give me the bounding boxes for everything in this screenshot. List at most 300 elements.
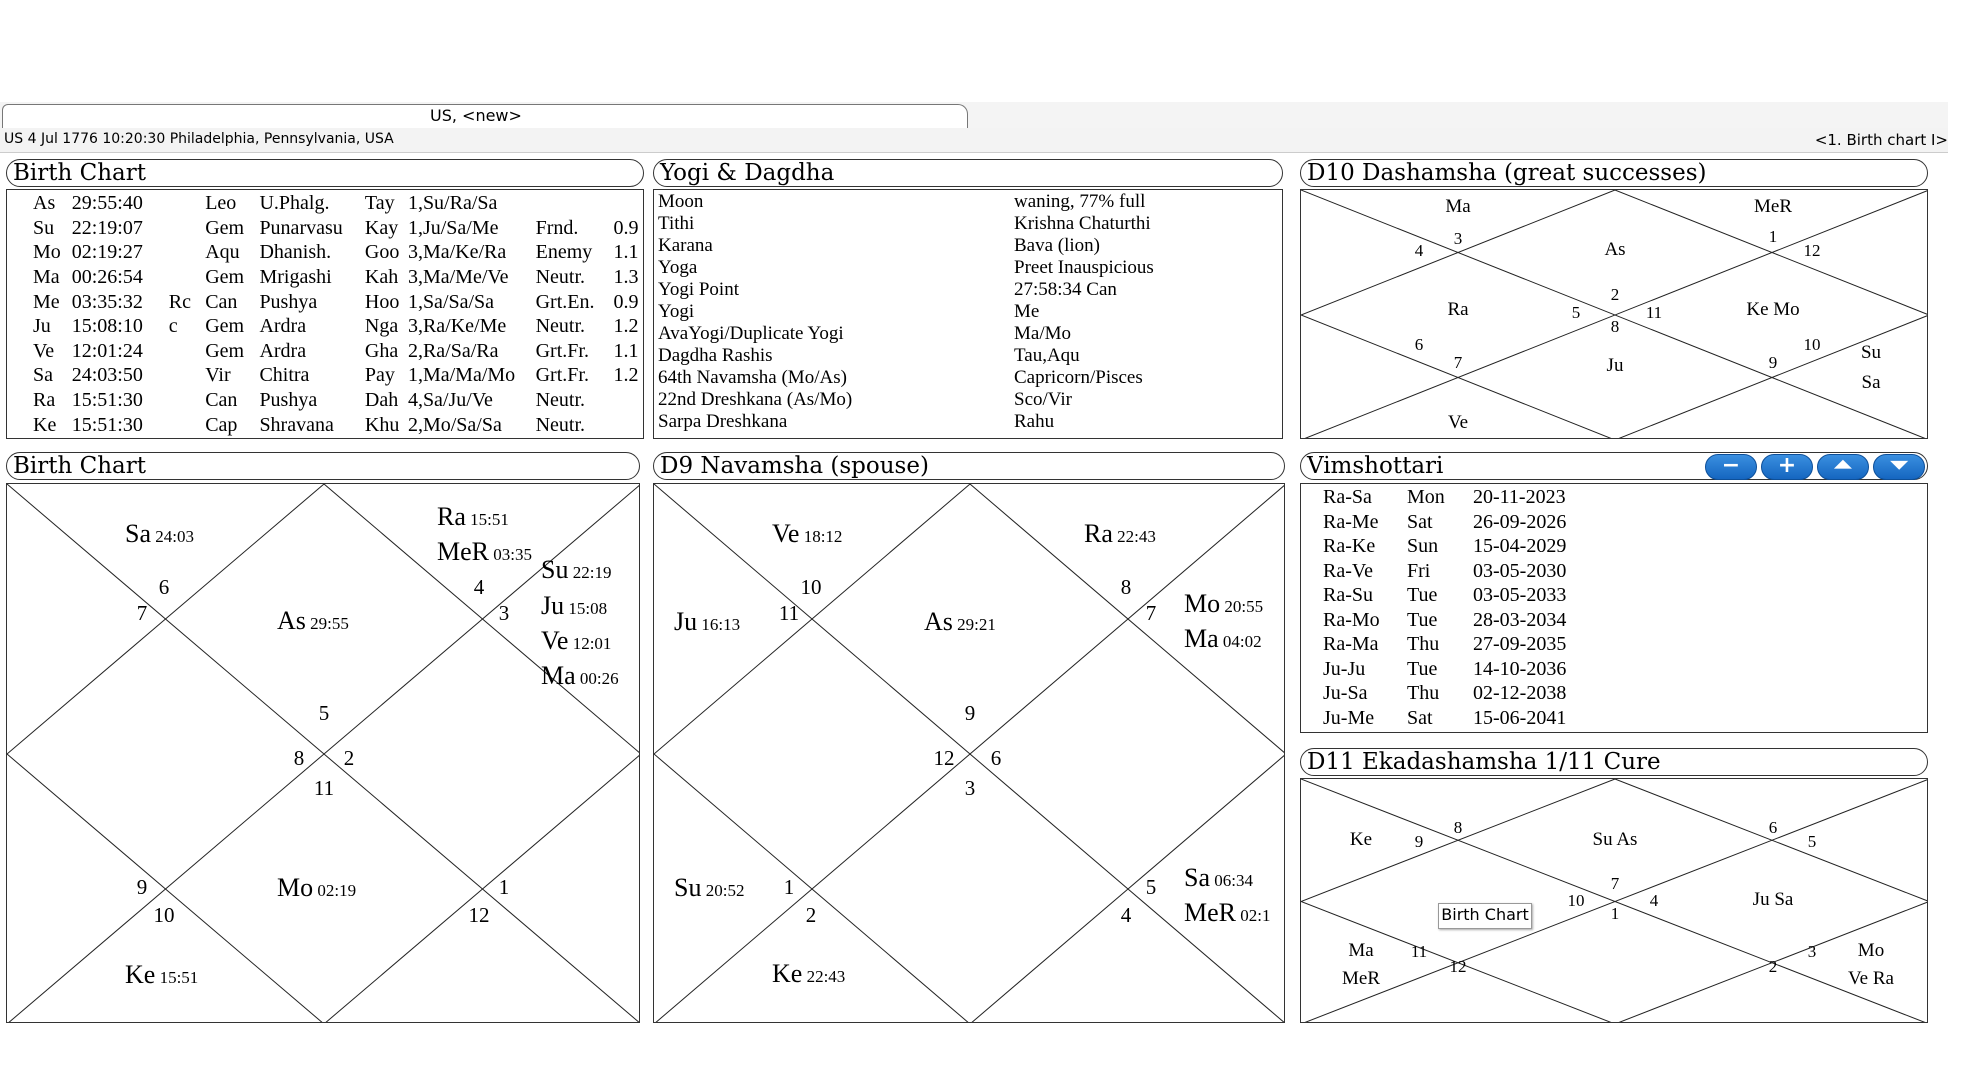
table-cell: 3,Ma/Me/Ve — [407, 266, 509, 289]
table-cell: 15:51:30 — [71, 389, 143, 412]
sign-number: 1 — [783, 875, 795, 899]
dasha-row[interactable] — [1323, 510, 1603, 535]
minus-button[interactable]: − — [1705, 454, 1757, 480]
table-cell: Can — [205, 290, 238, 313]
d11-title[interactable]: D11 Ekadashamsha 1/11 Cure — [1300, 748, 1928, 776]
table-cell: 1,Sa/Sa/Sa — [407, 290, 495, 313]
planet-degree: 03:35 — [489, 545, 532, 564]
table-cell: 0.9 — [613, 216, 639, 239]
dasha-cell: Tue — [1407, 608, 1438, 631]
planet-label[interactable] — [674, 873, 744, 902]
yogi-value: 27:58:34 Can — [1014, 279, 1117, 300]
d9-title[interactable]: D9 Navamsha (spouse) — [653, 452, 1285, 480]
dasha-cell: Ju-Me — [1323, 706, 1375, 729]
dasha-cell: Thu — [1407, 682, 1440, 705]
dasha-cell: Ra-Mo — [1323, 608, 1380, 631]
sign-number: 4 — [1120, 903, 1132, 927]
sign-number: 12 — [1449, 957, 1467, 976]
table-cell: 3,Ra/Ke/Me — [407, 315, 507, 338]
sign-number: 7 — [136, 601, 148, 625]
table-row[interactable] — [33, 339, 643, 364]
planet-label[interactable] — [541, 626, 611, 655]
planet-label[interactable] — [924, 607, 996, 636]
planet-label[interactable] — [437, 537, 532, 566]
sign-number: 5 — [1571, 303, 1581, 322]
sign-number: 8 — [1453, 818, 1463, 837]
dasha-cell: Mon — [1407, 486, 1445, 509]
planet-degree: 15:51 — [155, 968, 199, 987]
table-cell: Tay — [364, 192, 395, 215]
sign-number: 4 — [1649, 891, 1659, 910]
table-cell: Grt.Fr. — [535, 339, 589, 362]
planet-name: Ke — [125, 960, 156, 989]
table-row[interactable] — [33, 191, 643, 216]
dasha-cell: Ju-Ju — [1323, 657, 1366, 680]
birth-table-panel — [6, 189, 644, 439]
sign-number: 6 — [158, 575, 170, 599]
table-cell: Mo — [33, 241, 61, 264]
table-cell: Shravana — [259, 413, 334, 436]
planet-label[interactable] — [277, 606, 349, 635]
table-cell: Grt.En. — [535, 290, 595, 313]
table-cell: 1,Ju/Sa/Me — [407, 216, 499, 239]
planet-label[interactable] — [1184, 624, 1262, 653]
table-row[interactable] — [33, 412, 643, 437]
planet-label[interactable] — [541, 555, 611, 584]
planet-label[interactable] — [125, 960, 198, 989]
planet-degree: 29:55 — [305, 614, 349, 633]
dasha-cell: Thu — [1407, 633, 1440, 656]
planet-label[interactable] — [674, 607, 740, 636]
planet-degree: 22:19 — [568, 563, 612, 582]
table-cell: Ju — [33, 315, 51, 338]
table-row[interactable] — [33, 314, 643, 339]
yogi-label: Yogi Point — [658, 279, 739, 300]
planet-name: MeR — [437, 537, 489, 566]
planet-degree: 15:08 — [564, 599, 608, 618]
table-cell: 1.2 — [613, 364, 639, 387]
table-cell: Neutr. — [535, 389, 586, 412]
table-cell: Me — [33, 290, 60, 313]
yogi-value: Rahu — [1014, 411, 1055, 432]
table-cell: Neutr. — [535, 315, 586, 338]
sign-number: 6 — [1768, 818, 1778, 837]
dasha-row[interactable] — [1323, 706, 1603, 731]
planet-name: Sa — [125, 519, 151, 548]
table-cell: Grt.Fr. — [535, 364, 589, 387]
dasha-cell: 03-05-2033 — [1473, 584, 1567, 607]
sign-number: 7 — [1610, 874, 1620, 893]
dasha-row[interactable] — [1323, 583, 1603, 608]
dasha-row[interactable] — [1323, 681, 1603, 706]
yogi-value: Bava (lion) — [1014, 235, 1101, 256]
house-label: Ke — [1349, 829, 1373, 850]
yogi-label: AvaYogi/Duplicate Yogi — [658, 323, 844, 344]
planet-name: Ve — [541, 626, 569, 655]
planet-degree: 20:52 — [701, 881, 745, 900]
planet-name: Ma — [1184, 624, 1219, 653]
sign-number: 12 — [468, 903, 490, 927]
dasha-cell: Ju-Sa — [1323, 682, 1368, 705]
up-arrow-button[interactable]: ⏶ — [1817, 454, 1869, 480]
house-label: Ke Mo — [1746, 299, 1800, 320]
planet-label[interactable] — [1184, 863, 1253, 892]
sign-number: 7 — [1453, 353, 1463, 372]
table-cell: Gem — [205, 216, 245, 239]
table-cell: 1,Su/Ra/Sa — [407, 192, 498, 215]
house-label: MeR — [1342, 968, 1380, 989]
table-cell: 02:19:27 — [71, 241, 143, 264]
dasha-cell: Tue — [1407, 584, 1438, 607]
yogi-title[interactable]: Yogi & Dagdha — [653, 159, 1283, 187]
table-cell: 1.3 — [613, 266, 639, 289]
table-cell: Neutr. — [535, 266, 586, 289]
dasha-table — [1323, 485, 1603, 730]
sign-number: 10 — [1567, 891, 1585, 910]
planet-name: Ma — [541, 661, 576, 690]
plus-button[interactable]: + — [1761, 454, 1813, 480]
dasha-row[interactable] — [1323, 632, 1603, 657]
table-cell — [169, 412, 205, 437]
dasha-cell: Ra-Me — [1323, 510, 1379, 533]
dasha-cell: Ra-Ke — [1323, 535, 1376, 558]
planet-degree: 22:43 — [802, 967, 846, 986]
table-cell — [169, 240, 205, 265]
dasha-cell: 02-12-2038 — [1473, 682, 1567, 705]
sign-number: 11 — [1645, 303, 1663, 322]
dasha-row[interactable] — [1323, 657, 1603, 682]
planet-name: Su — [541, 555, 569, 584]
table-cell: Gem — [205, 315, 245, 338]
planet-label[interactable] — [1184, 589, 1263, 618]
dasha-row[interactable] — [1323, 534, 1603, 559]
table-cell: Vir — [205, 364, 231, 387]
planet-label[interactable] — [541, 661, 619, 690]
yogi-value: Tau,Aqu — [1014, 345, 1080, 366]
table-cell: 15:08:10 — [71, 315, 143, 338]
table-row[interactable] — [33, 240, 643, 265]
dasha-cell: Ra-Ve — [1323, 559, 1373, 582]
dasha-row[interactable] — [1323, 485, 1603, 510]
sign-number: 11 — [313, 776, 335, 800]
planet-label[interactable] — [772, 519, 842, 548]
d10-title[interactable]: D10 Dashamsha (great successes) — [1300, 159, 1928, 187]
table-cell: Nga — [364, 315, 399, 338]
yogi-value: waning, 77% full — [1014, 191, 1146, 212]
planet-degree: 02:1 — [1236, 906, 1271, 925]
sign-number: 10 — [1803, 335, 1821, 354]
planet-label[interactable] — [277, 873, 356, 902]
chart-info: US 4 Jul 1776 10:20:30 Philadelphia, Pennsylvania, USA — [4, 131, 394, 147]
table-cell: Aqu — [205, 241, 240, 264]
table-cell: 00:26:54 — [71, 266, 143, 289]
table-cell: 03:35:32 — [71, 290, 143, 313]
planet-label[interactable] — [1084, 519, 1156, 548]
table-cell: Punarvasu — [259, 216, 343, 239]
house-label: Ju — [1606, 355, 1624, 376]
table-cell: Cap — [205, 413, 238, 436]
yogi-label: Moon — [658, 191, 704, 212]
sign-number: 3 — [1453, 229, 1463, 248]
d11-chart-panel — [1300, 778, 1928, 1023]
dasha-cell: 03-05-2030 — [1473, 559, 1567, 582]
table-cell: Ardra — [259, 339, 307, 362]
planet-name: MeR — [1184, 898, 1236, 927]
table-cell: As — [33, 192, 56, 215]
house-label: Ve — [1447, 412, 1469, 433]
planet-name: Ju — [674, 607, 698, 636]
table-cell: 24:03:50 — [71, 364, 143, 387]
birth-chart — [7, 484, 640, 1023]
planet-label[interactable] — [772, 959, 845, 988]
dasha-cell: 15-04-2029 — [1473, 535, 1567, 558]
dasha-cell: Ra-Su — [1323, 584, 1373, 607]
birth-table — [33, 191, 643, 437]
table-cell: Sa — [33, 364, 53, 387]
sign-number: 6 — [1414, 335, 1424, 354]
planet-degree: 18:12 — [799, 527, 843, 546]
dasha-cell: Ra-Sa — [1323, 486, 1372, 509]
sign-number: 7 — [1145, 601, 1157, 625]
planet-name: As — [924, 607, 953, 636]
table-cell: 22:19:07 — [71, 216, 143, 239]
house-label: MeR — [1754, 196, 1792, 217]
table-row[interactable] — [33, 265, 643, 290]
planet-degree: 15:51 — [465, 510, 509, 529]
table-cell: Dhanish. — [259, 241, 332, 264]
sign-number: 3 — [964, 776, 976, 800]
sign-number: 1 — [1610, 904, 1620, 923]
table-cell — [169, 191, 205, 216]
table-cell: 1,Ma/Ma/Mo — [407, 364, 516, 387]
planet-name: Su — [674, 873, 702, 902]
tooltip: Birth Chart — [1438, 903, 1532, 929]
dasha-cell: Fri — [1407, 559, 1431, 582]
table-cell: 1.1 — [613, 241, 639, 264]
yogi-label: 22nd Dreshkana (As/Mo) — [658, 389, 853, 410]
tab-label[interactable]: US, <new> — [430, 106, 522, 125]
planet-degree: 12:01 — [568, 634, 612, 653]
house-label: Ju Sa — [1752, 889, 1794, 910]
yogi-label: Dagdha Rashis — [658, 345, 773, 366]
table-cell: 15:51:30 — [71, 413, 143, 436]
house-label: Su As — [1592, 829, 1638, 850]
planet-name: Ra — [1084, 519, 1113, 548]
sign-number: 9 — [1768, 353, 1778, 372]
sign-number: 2 — [1610, 285, 1620, 304]
sign-number: 4 — [473, 575, 485, 599]
sign-number: 1 — [498, 875, 510, 899]
house-label: Ve Ra — [1848, 968, 1894, 989]
table-cell: c — [168, 315, 178, 338]
planet-label[interactable] — [1184, 898, 1270, 927]
house-label: Ra — [1447, 299, 1469, 320]
table-cell: Rc — [168, 290, 192, 313]
table-cell: Pay — [364, 364, 395, 387]
dasha-row[interactable] — [1323, 559, 1603, 584]
yogi-value: Capricorn/Pisces — [1014, 367, 1143, 388]
dasha-cell: 26-09-2026 — [1473, 510, 1567, 533]
table-cell: 0.9 — [613, 290, 639, 313]
dasha-cell: Sun — [1407, 535, 1439, 558]
dasha-cell: Sat — [1407, 706, 1433, 729]
sign-number: 8 — [1610, 317, 1620, 336]
house-label: Sa — [1861, 372, 1881, 393]
d10-chart — [1301, 190, 1928, 439]
house-label: As — [1604, 239, 1626, 260]
planet-degree: 02:19 — [313, 881, 357, 900]
yogi-label: Sarpa Dreshkana — [658, 411, 788, 432]
sign-number: 8 — [293, 746, 305, 770]
table-cell: Gem — [205, 339, 245, 362]
chart-selector[interactable]: <1. Birth chart I> — [1814, 131, 1948, 149]
table-cell: Kah — [364, 266, 399, 289]
table-cell — [169, 388, 205, 413]
d9-chart — [654, 484, 1285, 1023]
table-row[interactable] — [33, 363, 643, 388]
planet-name: Sa — [1184, 863, 1210, 892]
dasha-cell: 15-06-2041 — [1473, 706, 1567, 729]
planet-degree: 22:43 — [1112, 527, 1156, 546]
sign-number: 5 — [1145, 875, 1157, 899]
table-cell: Gem — [205, 266, 245, 289]
table-cell: Gha — [364, 339, 399, 362]
yogi-value: Preet Inauspicious — [1014, 257, 1154, 278]
house-label: Ma — [1445, 196, 1471, 217]
table-cell: Hoo — [364, 290, 400, 313]
sign-number: 12 — [1803, 241, 1821, 260]
table-cell — [613, 191, 643, 216]
table-row[interactable] — [33, 388, 643, 413]
sign-number: 2 — [343, 746, 355, 770]
sign-number: 10 — [800, 575, 822, 599]
table-cell: Chitra — [259, 364, 310, 387]
birth-chart-panel — [6, 483, 640, 1023]
planet-label[interactable] — [125, 519, 194, 548]
sign-number: 11 — [1410, 942, 1428, 961]
sign-number: 6 — [990, 746, 1002, 770]
down-arrow-button[interactable]: ⏷ — [1873, 454, 1925, 480]
yogi-label: Yoga — [658, 257, 698, 278]
yogi-value: Ma/Mo — [1014, 323, 1071, 344]
sign-number: 2 — [1768, 957, 1778, 976]
sign-number: 10 — [153, 903, 175, 927]
birth-chart-title[interactable]: Birth Chart — [6, 452, 640, 480]
vimshottari-title[interactable]: Vimshottari — [1300, 452, 1928, 480]
yogi-label: Karana — [658, 235, 713, 256]
house-label: Su — [1860, 342, 1882, 363]
dasha-cell: 27-09-2035 — [1473, 633, 1567, 656]
planet-label[interactable] — [437, 502, 509, 531]
table-cell: 1.2 — [613, 315, 639, 338]
dasha-cell: Tue — [1407, 657, 1438, 680]
table-cell: Pushya — [259, 290, 318, 313]
table-cell: Neutr. — [535, 413, 586, 436]
planet-degree: 00:26 — [575, 669, 619, 688]
d10-chart-panel — [1300, 189, 1928, 439]
table-cell — [169, 265, 205, 290]
table-cell: Dah — [364, 389, 399, 412]
table-cell — [613, 412, 643, 437]
table-row[interactable] — [33, 216, 643, 241]
yogi-label: Yogi — [658, 301, 695, 322]
yogi-label: 64th Navamsha (Mo/As) — [658, 367, 847, 388]
house-label: Ma — [1348, 940, 1374, 961]
planet-name: As — [277, 606, 306, 635]
sign-number: 9 — [136, 875, 148, 899]
table-cell: Enemy — [535, 241, 593, 264]
table-cell: Khu — [364, 413, 400, 436]
table-cell: Mrigashi — [259, 266, 332, 289]
table-cell: 4,Sa/Ju/Ve — [407, 389, 493, 412]
planet-name: Ve — [772, 519, 800, 548]
sign-number: 9 — [1414, 832, 1424, 851]
table-cell — [169, 216, 205, 241]
table-cell: Ve — [33, 339, 55, 362]
dasha-cell: Ra-Ma — [1323, 633, 1379, 656]
table-cell: U.Phalg. — [259, 192, 330, 215]
table-row[interactable] — [33, 289, 643, 314]
table-cell: 2,Ra/Sa/Ra — [407, 339, 499, 362]
table-cell — [169, 339, 205, 364]
planet-name: Ju — [541, 591, 565, 620]
table-cell: 2,Mo/Sa/Sa — [407, 413, 502, 436]
table-cell: 12:01:24 — [71, 339, 143, 362]
sign-number: 3 — [498, 601, 510, 625]
sign-number: 3 — [1807, 942, 1817, 961]
dasha-cell: 20-11-2023 — [1473, 486, 1566, 509]
table-cell: Su — [33, 216, 55, 239]
birth-table-title[interactable]: Birth Chart — [6, 159, 644, 187]
planet-degree: 20:55 — [1220, 597, 1264, 616]
table-cell: Ke — [33, 413, 57, 436]
table-cell — [169, 363, 205, 388]
planet-label[interactable] — [541, 591, 607, 620]
yogi-value: Sco/Vir — [1014, 389, 1072, 410]
table-cell: 29:55:40 — [71, 192, 143, 215]
table-cell: Kay — [364, 216, 399, 239]
planet-name: Ra — [437, 502, 466, 531]
sign-number: 1 — [1768, 227, 1778, 246]
house-label: Mo — [1857, 940, 1885, 961]
sign-number: 8 — [1120, 575, 1132, 599]
sign-number: 4 — [1414, 241, 1424, 260]
planet-degree: 24:03 — [151, 527, 194, 546]
yogi-value: Me — [1014, 301, 1040, 322]
table-cell — [536, 191, 614, 216]
sign-number: 5 — [318, 701, 330, 725]
table-cell: Ma — [33, 266, 60, 289]
table-cell: Can — [205, 389, 238, 412]
sign-number: 5 — [1807, 832, 1817, 851]
sign-number: 9 — [964, 701, 976, 725]
planet-name: Mo — [1184, 589, 1221, 618]
planet-name: Ke — [772, 959, 803, 988]
sign-number: 2 — [805, 903, 817, 927]
dasha-cell: 28-03-2034 — [1473, 608, 1567, 631]
planet-degree: 29:21 — [952, 615, 996, 634]
d11-chart — [1301, 779, 1928, 1023]
yogi-label: Tithi — [658, 213, 695, 234]
dasha-cell: Sat — [1407, 510, 1433, 533]
table-cell — [613, 388, 643, 413]
dasha-cell: 14-10-2036 — [1473, 657, 1567, 680]
dasha-row[interactable] — [1323, 608, 1603, 633]
table-cell: Goo — [364, 241, 400, 264]
vimshottari-panel — [1300, 483, 1928, 733]
planet-degree: 16:13 — [697, 615, 741, 634]
table-cell: Leo — [205, 192, 237, 215]
